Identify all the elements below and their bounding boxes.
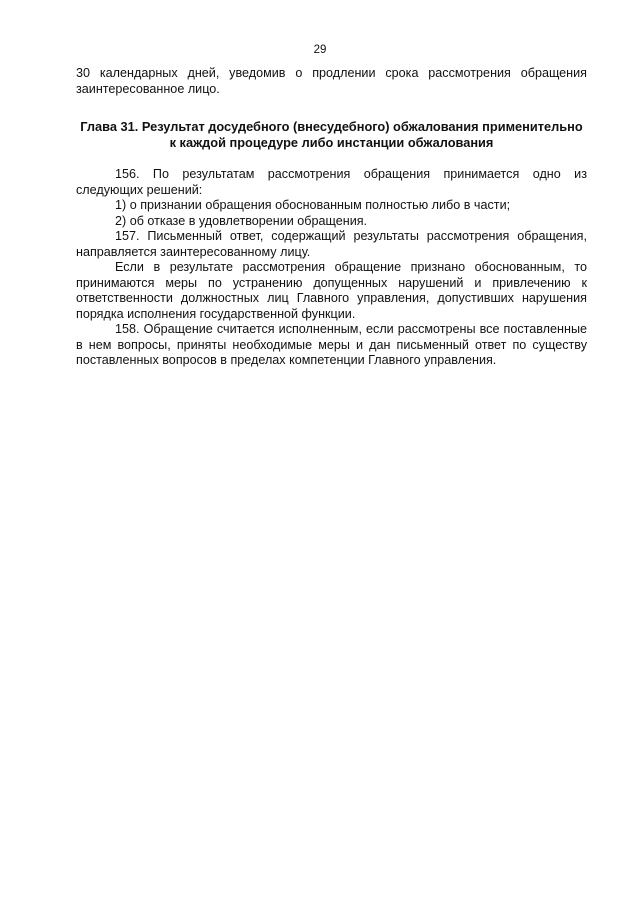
document-body <box>76 66 587 369</box>
continuation-paragraph: 30 календарных дней, уведомив о продлении срока рассмотрения обращения заинтересованное лицо. <box>76 66 587 96</box>
page-number: 29 <box>313 44 327 56</box>
list-item-1: 1) о признании обращения обоснованным полностью либо в части; <box>115 198 511 212</box>
paragraph-158: 158. Обращение считается исполненным, если рассмотрены все поставленные в нем вопросы, приняты необходимые меры и дан письменный ответ по существу поставленных вопросов в пределах компетенции Главного управления. <box>76 322 587 367</box>
chapter-title: Глава 31. Результат досудебного (внесудебного) обжалования применительно к каждой процедуре либо инстанции обжалования <box>80 119 583 150</box>
paragraph-156: 156. По результатам рассмотрения обращения принимается одно из следующих решений: <box>76 167 587 197</box>
paragraph-157-continued: Если в результате рассмотрения обращение признано обоснованным, то принимаются меры по устранению допущенных нарушений и привлечению к ответственности должностных лиц Главного управления, допустивших нарушения порядка исполнения государственной функции. <box>76 260 587 321</box>
list-item-2: 2) об отказе в удовлетворении обращения. <box>115 213 368 228</box>
paragraph-157: 157. Письменный ответ, содержащий результаты рассмотрения обращения, направляется заинтересованному лицу. <box>76 229 587 259</box>
